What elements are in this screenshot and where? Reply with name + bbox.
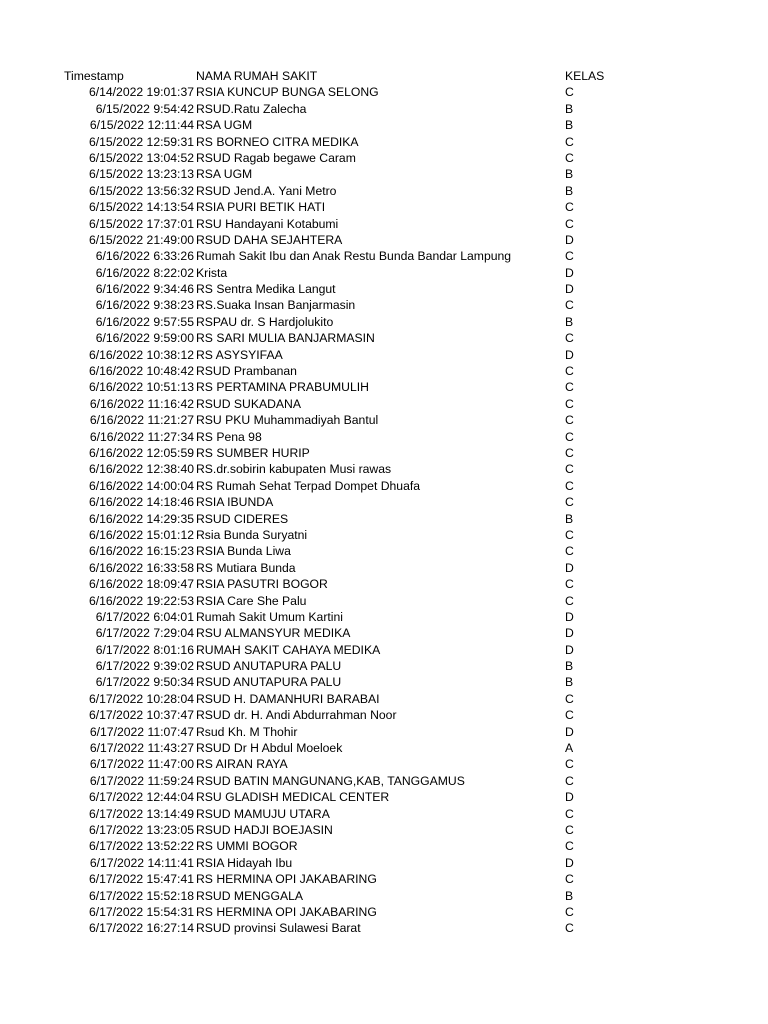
hospital-name-cell: RSPAU dr. S Hardjolukito [196,314,334,329]
timestamp-cell: 6/15/2022 17:37:01 [88,216,194,231]
hospital-name-cell: RSUD Ragab begawe Caram [196,150,356,165]
table-row [0,773,768,789]
kelas-cell: B [565,183,574,198]
hospital-name-cell: RS SUMBER HURIP [196,445,310,460]
table-row [0,199,768,215]
hospital-name-cell: RSUD MAMUJU UTARA [196,806,330,821]
hospital-name-cell: RS.Suaka Insan Banjarmasin [196,298,356,313]
kelas-cell: C [565,757,574,772]
timestamp-cell: 6/14/2022 19:01:37 [88,85,194,100]
kelas-cell: D [565,642,574,657]
hospital-name-cell: Rumah Sakit Ibu dan Anak Restu Bunda Bandar Lampung [196,249,512,264]
table-row [0,494,768,510]
hospital-name-cell: RSIA IBUNDA [196,495,274,510]
table-row [0,806,768,822]
hospital-name-cell: RUMAH SAKIT CAHAYA MEDIKA [196,642,381,657]
table-row [0,281,768,297]
kelas-cell: C [565,396,574,411]
timestamp-cell: 6/16/2022 15:01:12 [88,527,194,542]
timestamp-cell: 6/16/2022 16:15:23 [88,544,194,559]
hospital-name-cell: RS Sentra Medika Langut [196,282,336,297]
hospital-name-cell: RSIA Hidayah Ibu [196,855,293,870]
timestamp-cell: 6/17/2022 9:50:34 [95,675,194,690]
table-row [0,478,768,494]
hospital-name-cell: RSUD DAHA SEJAHTERA [196,232,343,247]
timestamp-cell: 6/15/2022 21:49:00 [88,232,194,247]
table-row [0,642,768,658]
timestamp-cell: 6/16/2022 14:00:04 [88,478,194,493]
timestamp-cell: 6/16/2022 10:48:42 [88,364,194,379]
kelas-cell: C [565,806,574,821]
timestamp-cell: 6/16/2022 16:33:58 [88,560,194,575]
timestamp-cell: 6/15/2022 12:11:44 [89,118,194,133]
table-row [0,412,768,428]
table-row [0,117,768,133]
table-row [0,461,768,477]
hospital-name-cell: RSUD provinsi Sulawesi Barat [196,921,361,936]
hospital-name-cell: RSUD ANUTAPURA PALU [196,675,342,690]
timestamp-cell: 6/16/2022 9:34:46 [95,282,194,297]
table-row [0,134,768,150]
hospital-name-cell: RS SARI MULIA BANJARMASIN [196,331,375,346]
table-row [0,101,768,117]
kelas-cell: C [565,249,574,264]
timestamp-cell: 6/15/2022 12:59:31 [88,134,194,149]
kelas-cell: C [565,872,574,887]
timestamp-cell: 6/16/2022 11:27:34 [89,429,194,444]
kelas-cell: D [565,282,574,297]
hospital-name-cell: RSIA Care She Palu [196,593,307,608]
hospital-name-cell: RS Mutiara Bunda [196,560,296,575]
hospital-name-cell: Rsia Bunda Suryatni [196,527,308,542]
hospital-name-cell: RSIA KUNCUP BUNGA SELONG [196,85,379,100]
table-row [0,429,768,445]
timestamp-cell: 6/16/2022 11:21:27 [89,413,194,428]
timestamp-cell: 6/17/2022 15:47:41 [88,872,194,887]
hospital-name-cell: RSA UGM [196,167,253,182]
hospital-name-cell: RSUD Jend.A. Yani Metro [196,183,337,198]
hospital-name-cell: RSA UGM [196,118,253,133]
hospital-name-cell: RSIA Bunda Liwa [196,544,291,559]
kelas-cell: C [565,298,574,313]
kelas-cell: D [565,724,574,739]
timestamp-cell: 6/15/2022 13:23:13 [88,167,194,182]
kelas-cell: C [565,773,574,788]
hospital-name-cell: RS Rumah Sehat Terpad Dompet Dhuafa [196,478,421,493]
table-row [0,347,768,363]
hospital-name-cell: RSUD CIDERES [196,511,289,526]
kelas-cell: C [565,495,574,510]
hospital-name-cell: RS BORNEO CITRA MEDIKA [196,134,359,149]
timestamp-cell: 6/16/2022 14:29:35 [88,511,194,526]
table-row [0,855,768,871]
kelas-cell: D [565,560,574,575]
timestamp-cell: 6/16/2022 12:05:59 [88,445,194,460]
table-row [0,297,768,313]
timestamp-cell: 6/17/2022 7:29:04 [95,626,194,641]
table-row [0,838,768,854]
kelas-cell: C [565,577,574,592]
table-row [0,871,768,887]
table-row [0,625,768,641]
hospital-name-cell: RSIA PURI BETIK HATI [196,200,326,215]
kelas-cell: C [565,134,574,149]
table-row [0,330,768,346]
timestamp-cell: 6/16/2022 18:09:47 [88,577,194,592]
timestamp-cell: 6/16/2022 8:22:02 [95,265,194,280]
table-row [0,314,768,330]
hospital-name-cell: RSIA PASUTRI BOGOR [196,577,328,592]
kelas-cell: C [565,478,574,493]
timestamp-cell: 6/17/2022 9:39:02 [95,659,194,674]
table-row [0,691,768,707]
table-row [0,396,768,412]
kelas-cell: C [565,593,574,608]
timestamp-cell: 6/17/2022 15:52:18 [88,888,194,903]
timestamp-cell: 6/15/2022 14:13:54 [88,200,194,215]
table-row [0,511,768,527]
timestamp-cell: 6/17/2022 14:11:41 [89,855,194,870]
hospital-name-cell: Rsud Kh. M Thohir [196,724,298,739]
timestamp-cell: 6/17/2022 10:28:04 [88,691,194,706]
hospital-name-cell: RS HERMINA OPI JAKABARING [196,904,377,919]
kelas-cell: B [565,675,574,690]
hospital-name-cell: RS UMMI BOGOR [196,839,298,854]
kelas-cell: C [565,527,574,542]
timestamp-cell: 6/17/2022 13:23:05 [88,822,194,837]
kelas-cell: D [565,347,574,362]
kelas-cell: B [565,314,574,329]
table-row [0,265,768,281]
kelas-cell: C [565,708,574,723]
header-timestamp: Timestamp [64,69,124,83]
hospital-name-cell: RS Pena 98 [196,429,262,444]
table-row [0,150,768,166]
table-row [0,84,768,100]
timestamp-cell: 6/17/2022 12:44:04 [88,790,194,805]
table-row [0,707,768,723]
hospital-name-cell: RSUD.Ratu Zalecha [196,101,307,116]
hospital-name-cell: RSUD Dr H Abdul Moeloek [196,741,343,756]
timestamp-cell: 6/17/2022 15:54:31 [88,904,194,919]
header-kelas: KELAS [565,69,605,83]
table-row [0,593,768,609]
timestamp-cell: 6/15/2022 13:56:32 [88,183,194,198]
table-row [0,379,768,395]
table-row [0,756,768,772]
kelas-cell: B [565,659,574,674]
hospital-name-cell: RS ASYSYIFAA [196,347,283,362]
kelas-cell: C [565,904,574,919]
timestamp-cell: 6/16/2022 14:18:46 [88,495,194,510]
table-row [0,445,768,461]
kelas-cell: D [565,790,574,805]
table-row [0,789,768,805]
timestamp-cell: 6/17/2022 11:47:00 [89,757,194,772]
kelas-cell: C [565,200,574,215]
timestamp-cell: 6/17/2022 11:59:24 [89,773,194,788]
table-row [0,609,768,625]
kelas-cell: C [565,150,574,165]
table-row [0,658,768,674]
timestamp-cell: 6/16/2022 9:59:00 [95,331,194,346]
timestamp-cell: 6/16/2022 10:38:12 [88,347,194,362]
hospital-name-cell: RS PERTAMINA PRABUMULIH [196,380,369,395]
kelas-cell: C [565,413,574,428]
kelas-cell: D [565,265,574,280]
kelas-cell: C [565,380,574,395]
kelas-cell: D [565,609,574,624]
timestamp-cell: 6/16/2022 9:57:55 [95,314,194,329]
kelas-cell: C [565,445,574,460]
kelas-cell: A [565,741,574,756]
kelas-cell: B [565,167,574,182]
header-row [0,68,768,84]
kelas-cell: D [565,855,574,870]
hospital-name-cell: RSUD dr. H. Andi Abdurrahman Noor [196,708,397,723]
table-row [0,822,768,838]
kelas-cell: C [565,691,574,706]
header-hospital-name: NAMA RUMAH SAKIT [196,69,318,83]
kelas-cell: B [565,118,574,133]
table-row [0,527,768,543]
kelas-cell: B [565,101,574,116]
table-row [0,363,768,379]
timestamp-cell: 6/17/2022 8:01:16 [95,642,194,657]
kelas-cell: C [565,839,574,854]
timestamp-cell: 6/17/2022 10:37:47 [88,708,194,723]
table-row [0,576,768,592]
timestamp-cell: 6/16/2022 9:38:23 [95,298,194,313]
timestamp-cell: 6/17/2022 13:14:49 [88,806,194,821]
kelas-cell: C [565,429,574,444]
table-row [0,543,768,559]
table-row [0,560,768,576]
kelas-cell: C [565,544,574,559]
table-row [0,920,768,936]
hospital-name-cell: Rumah Sakit Umum Kartini [196,609,343,624]
kelas-cell: B [565,511,574,526]
kelas-cell: C [565,822,574,837]
timestamp-cell: 6/16/2022 19:22:53 [88,593,194,608]
table-row [0,674,768,690]
table-row [0,248,768,264]
timestamp-cell: 6/17/2022 6:04:01 [95,609,194,624]
timestamp-cell: 6/17/2022 11:43:27 [89,741,194,756]
timestamp-cell: 6/15/2022 9:54:42 [95,101,194,116]
kelas-cell: C [565,462,574,477]
timestamp-cell: 6/16/2022 11:16:42 [89,396,194,411]
hospital-name-cell: RSUD MENGGALA [196,888,303,903]
timestamp-cell: 6/17/2022 13:52:22 [88,839,194,854]
hospital-name-cell: RSU GLADISH MEDICAL CENTER [196,790,390,805]
hospital-name-cell: RS AIRAN RAYA [196,757,288,772]
hospital-name-cell: RSU PKU Muhammadiyah Bantul [196,413,379,428]
kelas-cell: C [565,331,574,346]
table-row [0,232,768,248]
table-row [0,904,768,920]
table-body [0,84,768,936]
timestamp-cell: 6/17/2022 16:27:14 [88,921,194,936]
table-row [0,183,768,199]
timestamp-cell: 6/17/2022 11:07:47 [89,724,194,739]
hospital-name-cell: RSUD BATIN MANGUNANG,KAB, TANGGAMUS [196,773,465,788]
timestamp-cell: 6/15/2022 13:04:52 [88,150,194,165]
table-row [0,888,768,904]
kelas-cell: D [565,232,574,247]
timestamp-cell: 6/16/2022 12:38:40 [88,462,194,477]
hospital-name-cell: RS.dr.sobirin kabupaten Musi rawas [196,462,392,477]
table-row [0,216,768,232]
hospital-name-cell: RSU ALMANSYUR MEDIKA [196,626,351,641]
hospital-name-cell: RSUD H. DAMANHURI BARABAI [196,691,380,706]
kelas-cell: C [565,85,574,100]
hospital-name-cell: RSU Handayani Kotabumi [196,216,339,231]
timestamp-cell: 6/16/2022 10:51:13 [88,380,194,395]
kelas-cell: C [565,216,574,231]
hospital-name-cell: RSUD HADJI BOEJASIN [196,822,333,837]
hospital-name-cell: RS HERMINA OPI JAKABARING [196,872,377,887]
hospital-name-cell: RSUD SUKADANA [196,396,301,411]
table-row [0,166,768,182]
hospital-name-cell: RSUD Prambanan [196,364,297,379]
table-row [0,740,768,756]
hospital-name-cell: RSUD ANUTAPURA PALU [196,659,342,674]
timestamp-cell: 6/16/2022 6:33:26 [95,249,194,264]
kelas-cell: D [565,626,574,641]
kelas-cell: C [565,921,574,936]
table-row [0,724,768,740]
spreadsheet-table [0,68,768,937]
kelas-cell: C [565,364,574,379]
kelas-cell: B [565,888,574,903]
hospital-name-cell: Krista [196,265,228,280]
